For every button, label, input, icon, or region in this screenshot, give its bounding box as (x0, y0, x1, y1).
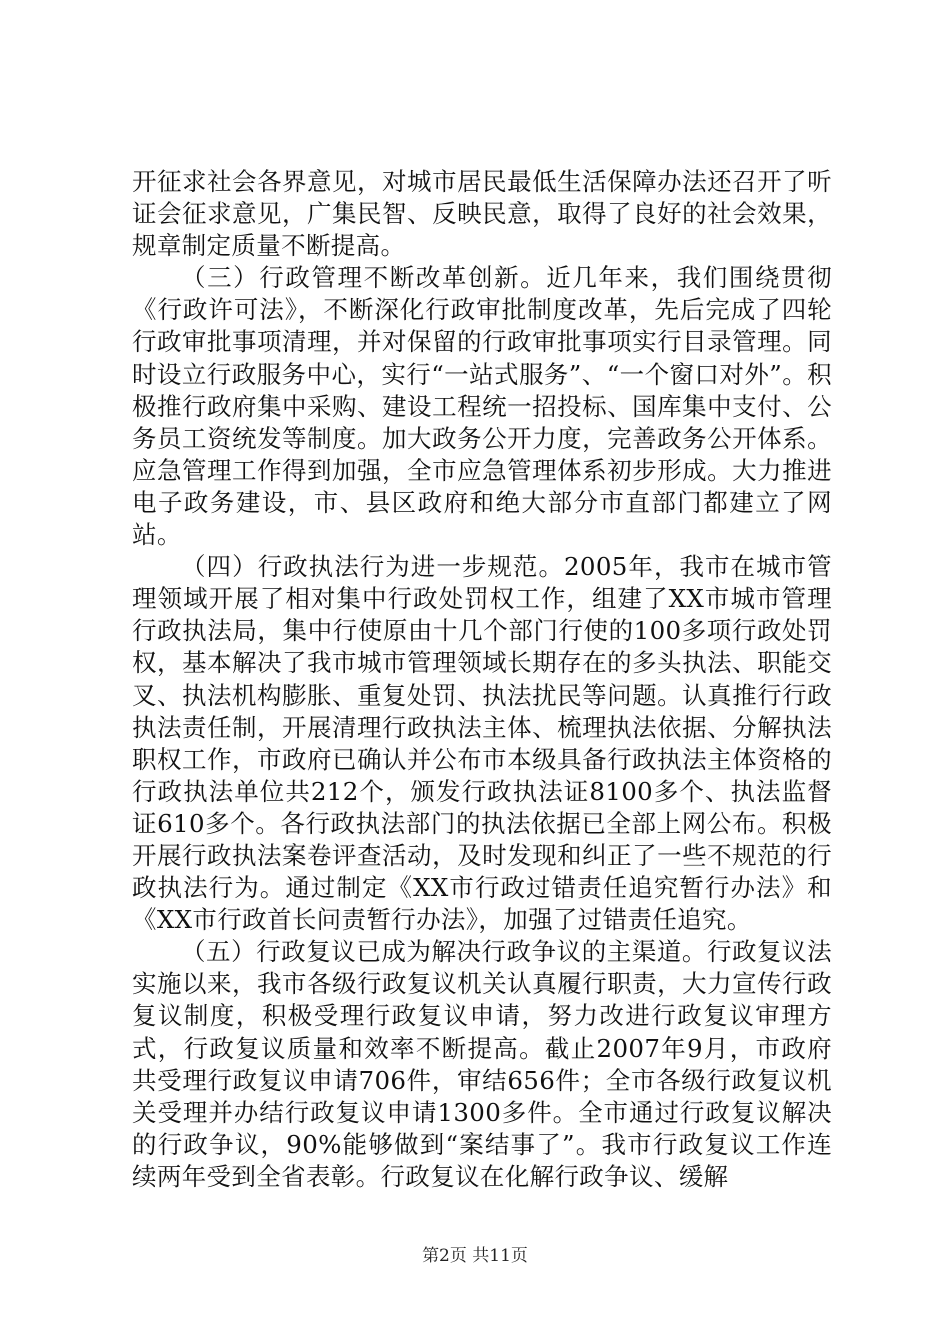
paragraph-continuation: 开征求社会各界意见，对城市居民最低生活保障办法还召开了听证会征求意见，广集民智、反映民意，取得了良好的社会效果，规章制定质量不断提高。 (132, 167, 832, 261)
document-body (132, 166, 832, 1193)
page-number-footer: 第2页 共11页 (422, 1246, 528, 1266)
paragraph-section-3: （三）行政管理不断改革创新。近几年来，我们围绕贯彻《行政许可法》，不断深化行政审批制度改革，先后完成了四轮行政审批事项清理，并对保留的行政审批事项实行目录管理。同时设立行政服务中心，实行“一站式服务”、“一个窗口对外”。积极推行政府集中采购、建设工程统一招投标、国库集中支付、公务员工资统发等制度。加大政务公开力度，完善政务公开体系。应急管理工作得到加强，全市应急管理体系初步形成。大力推进电子政务建设，市、县区政府和绝大部分市直部门都建立了网站。 (132, 263, 832, 550)
paragraph-section-4: （四）行政执法行为进一步规范。2005年，我市在城市管理领域开展了相对集中行政处罚权工作，组建了XX市城市管理行政执法局，集中行使原由十几个部门行使的100多项行政处罚权，基本解决了我市城市管理领域长期存在的多头执法、职能交叉、执法机构膨胀、重复处罚、执法扰民等问题。认真推行行政执法责任制，开展清理行政执法主体、梳理执法依据、分解执法职权工作，市政府已确认并公布市本级具备行政执法主体资格的行政执法单位共212个，颁发行政执法证8100多个、执法监督证610多个。各行政执法部门的执法依据已全部上网公布。积极开展行政执法案卷评查活动，及时发现和纠正了一些不规范的行政执法行为。通过制定《XX市行政过错责任追究暂行办法》和《XX市行政首长问责暂行办法》，加强了过错责任追究。 (132, 552, 832, 935)
paragraph-section-5: （五）行政复议已成为解决行政争议的主渠道。行政复议法实施以来，我市各级行政复议机关认真履行职责，大力宣传行政复议制度，积极受理行政复议申请，努力改进行政复议审理方式，行政复议质量和效率不断提高。截止2007年9月，市政府共受理行政复议申请706件，审结656件；全市各级行政复议机关受理并办结行政复议申请1300多件。全市通过行政复议解决的行政争议，90%能够做到“案结事了”。我市行政复议工作连续两年受到全省表彰。行政复议在化解行政争议、缓解 (132, 937, 832, 1191)
